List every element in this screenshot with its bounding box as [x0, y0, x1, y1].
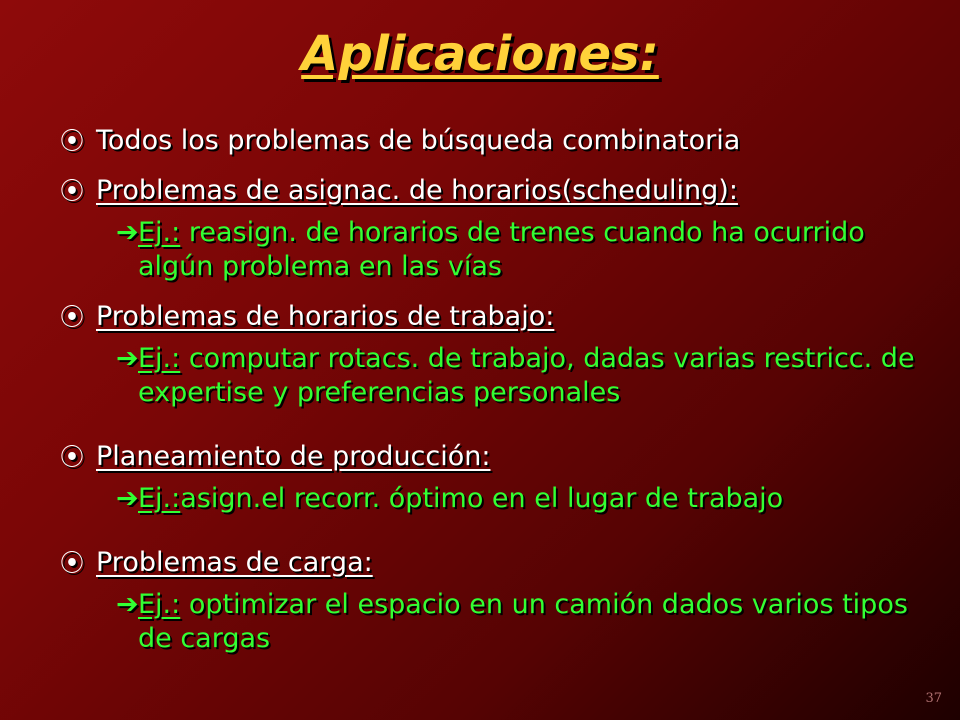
slide-number: 37 [925, 691, 942, 706]
item-text: Problemas de horarios de trabajo: [96, 301, 555, 332]
bullet-icon: ⦿ [60, 127, 84, 155]
sub-item [116, 342, 940, 410]
arrow-right-icon: ➔ [116, 589, 139, 620]
item-text: Planeamiento de producción: [96, 441, 491, 472]
list-item-2 [60, 174, 940, 284]
example-label: Ej.: [138, 483, 181, 514]
bullet-icon: ⦿ [60, 177, 84, 205]
arrow-right-icon: ➔ [116, 217, 139, 248]
bullet-icon: ⦿ [60, 549, 84, 577]
bullet-icon: ⦿ [60, 443, 84, 471]
example-label: Ej.: [138, 217, 181, 248]
example-text: asign.el recorr. óptimo en el lugar de trabajo [180, 483, 784, 514]
list-item-4 [60, 440, 940, 516]
list-item-1 [60, 124, 940, 158]
arrow-right-icon: ➔ [116, 343, 139, 374]
item-text: Problemas de asignac. de horarios(scheduling): [96, 175, 738, 206]
example-text: computar rotacs. de trabajo, dadas varias restricc. de expertise y preferencias personales [138, 343, 915, 408]
bullet-list [60, 124, 940, 672]
example-label: Ej.: [138, 343, 181, 374]
sub-item [116, 588, 940, 656]
bullet-icon: ⦿ [60, 303, 84, 331]
example-text: optimizar el espacio en un camión dados varios tipos de cargas [138, 589, 908, 654]
item-text: Todos los problemas de búsqueda combinatoria [96, 125, 741, 156]
example-text: reasign. de horarios de trenes cuando ha ocurrido algún problema en las vías [138, 217, 865, 282]
sub-item [116, 216, 940, 284]
sub-item [116, 482, 940, 516]
item-text: Problemas de carga: [96, 547, 373, 578]
example-label: Ej.: [138, 589, 181, 620]
arrow-right-icon: ➔ [116, 483, 139, 514]
list-item-3 [60, 300, 940, 410]
list-item-5 [60, 546, 940, 656]
slide-title: Aplicaciones: [301, 26, 659, 82]
